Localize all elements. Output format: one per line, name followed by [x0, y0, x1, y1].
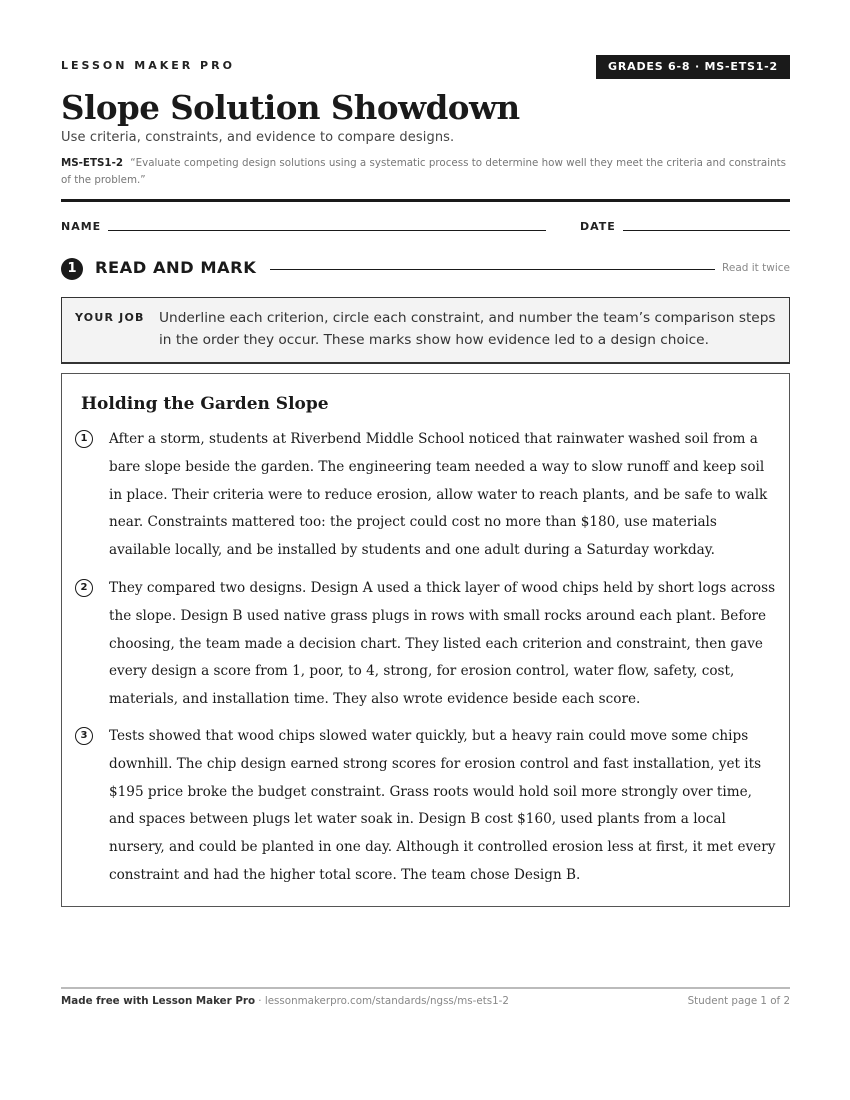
section-title: READ AND MARK [95, 258, 257, 277]
name-field[interactable] [108, 230, 546, 231]
section-header [61, 257, 790, 281]
section-number: 1 [61, 258, 83, 280]
passage-title: Holding the Garden Slope [81, 394, 329, 414]
page-subtitle: Use criteria, constraints, and evidence to compare designs. [61, 130, 455, 145]
header-divider [61, 199, 790, 202]
paragraph-number: 3 [75, 727, 93, 745]
instructions-text: Underline each criterion, circle each constraint, and number the team’s comparison steps in the order they occur. These marks show how evidence led to a design choice. [159, 310, 776, 348]
name-label: NAME [61, 220, 102, 233]
section-rule [270, 269, 715, 270]
footer-url[interactable]: · lessonmakerpro.com/standards/ngss/ms-ets1-2 [255, 995, 509, 1007]
name-date-row [61, 219, 790, 235]
standard-text: “Evaluate competing design solutions using a systematic process to determine how well they meet the criteria and constraints of the problem.” [61, 157, 787, 186]
instructions-box [61, 297, 790, 364]
paragraph-number: 2 [75, 579, 93, 597]
brand-name: LESSON MAKER PRO [61, 59, 235, 72]
reading-passage [61, 373, 790, 907]
paragraph [80, 426, 777, 565]
paragraph [80, 723, 777, 890]
paragraph [80, 575, 777, 714]
date-field[interactable] [623, 230, 790, 231]
paragraph-number: 1 [75, 430, 93, 448]
paragraph-text: Tests showed that wood chips slowed water quickly, but a heavy rain could move some chips downhill. The chip design earned strong scores for erosion control and fast installation, yet its $195 price broke the budget constraint. Grass roots would hold soil more strongly over time, and spaces between plugs let water soak in. Design B cost $160, used plants from a local nursery, and could be planted in one day. Although it controlled erosion less at first, it met every constraint and had the higher total score. The team chose Design B. [109, 728, 776, 883]
header-bar [61, 55, 790, 79]
page-indicator: Student page 1 of 2 [687, 995, 790, 1007]
date-label: DATE [580, 220, 616, 233]
grade-badge: GRADES 6-8 · MS-ETS1-2 [596, 55, 790, 79]
standard-code: MS-ETS1-2 [61, 157, 124, 169]
instructions-label: YOUR JOB [75, 311, 145, 324]
paragraph-text: After a storm, students at Riverbend Middle School noticed that rainwater washed soil from a bare slope beside the garden. The engineering team needed a way to slow runoff and keep soil in place. Their criteria were to reduce erosion, allow water to reach plants, and be safe to walk near. Constraints mattered too: the project could cost no more than $180, use materials available locally, and be installed by students and one adult during a Saturday workday. [109, 431, 768, 559]
page-title: Slope Solution Showdown [61, 88, 520, 127]
footer-credit [61, 995, 509, 1007]
section-note: Read it twice [722, 262, 790, 274]
paragraph-text: They compared two designs. Design A used a thick layer of wood chips held by short logs across the slope. Design B used native grass plugs in rows with small rocks around each plant. Before choosing, the team made a decision chart. They listed each criterion and constraint, then gave every design a score from 1, poor, to 4, strong, for erosion control, water flow, safety, cost, materials, and installation time. They also wrote evidence beside each score. [109, 580, 776, 708]
footer-made-with: Made free with Lesson Maker Pro [61, 995, 256, 1007]
standard-statement [61, 155, 790, 189]
footer-divider [61, 987, 790, 989]
